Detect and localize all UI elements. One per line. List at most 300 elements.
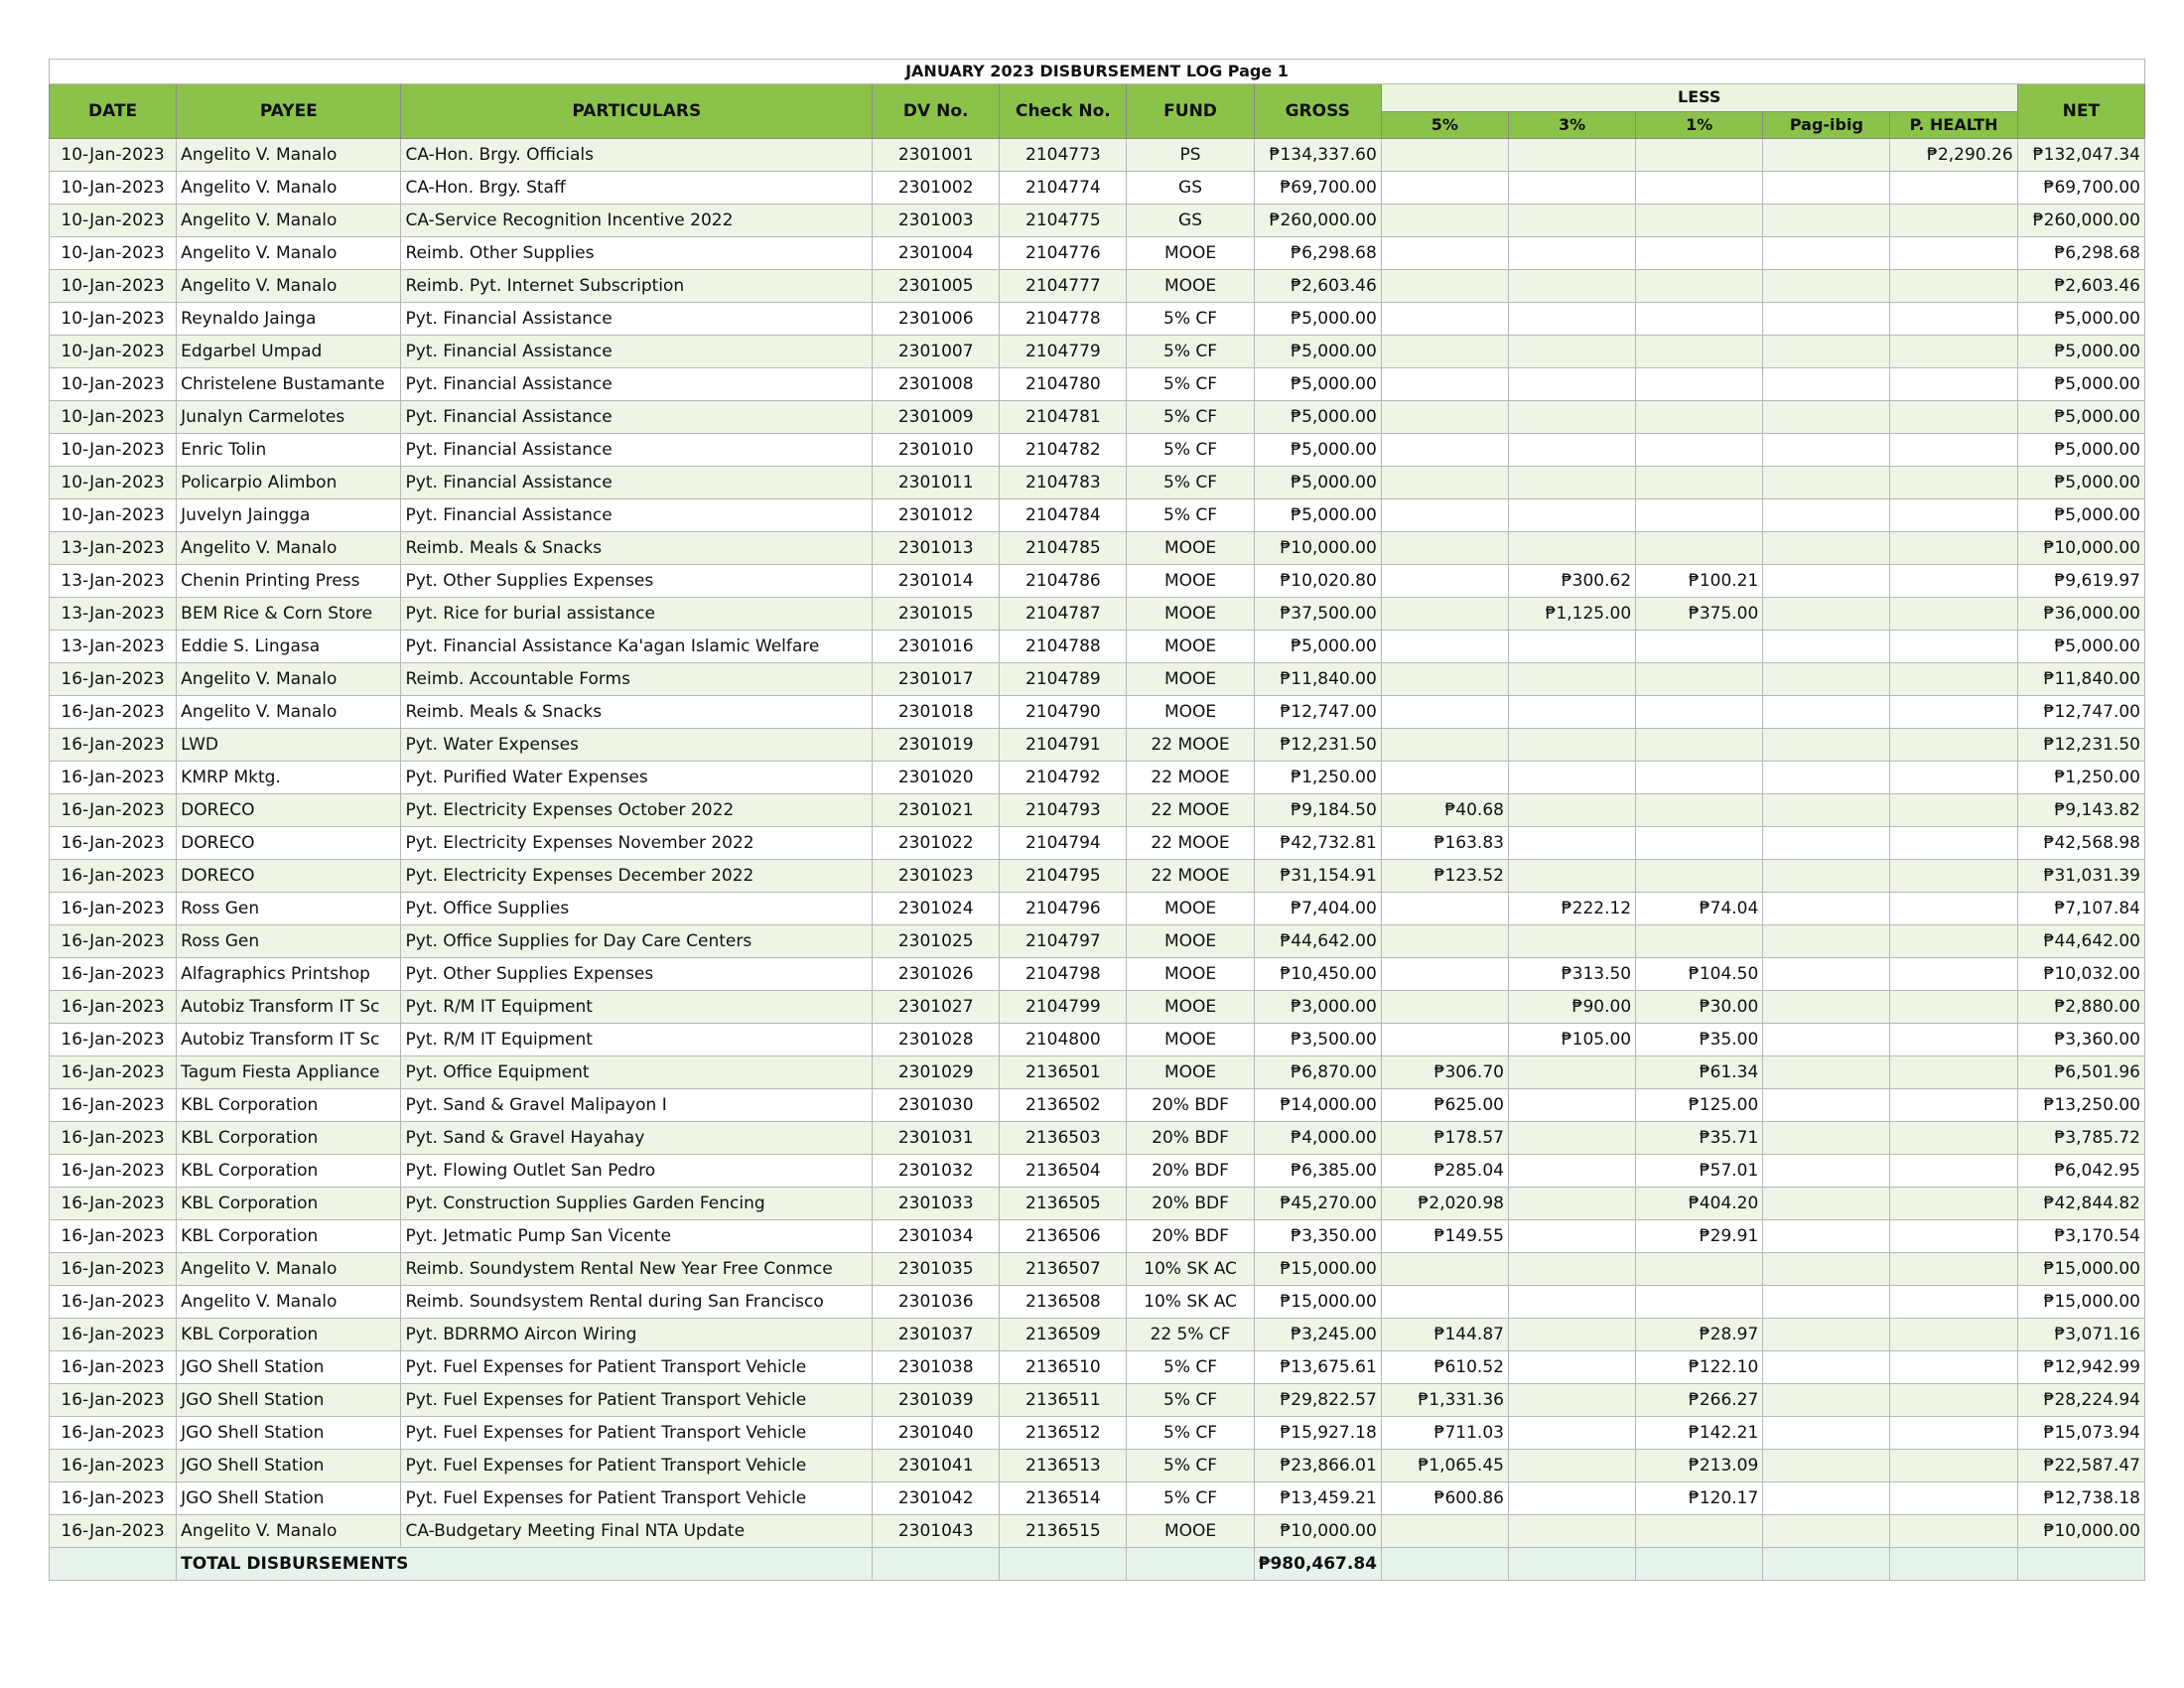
cell-less-3: [1508, 336, 1635, 368]
cell-net: ₱5,000.00: [2017, 368, 2144, 401]
cell-fund: 10% SK AC: [1127, 1253, 1254, 1286]
cell-dv-no: 2301018: [873, 696, 1000, 729]
cell-dv-no: 2301032: [873, 1155, 1000, 1188]
cell-particulars: Pyt. Other Supplies Expenses: [401, 565, 873, 598]
cell-date: 16-Jan-2023: [50, 762, 177, 794]
cell-gross: ₱2,603.46: [1254, 270, 1381, 303]
cell-pagibig: [1763, 1122, 1890, 1155]
cell-payee: Autobiz Transform IT Sc: [177, 1024, 401, 1056]
cell-dv-no: 2301004: [873, 237, 1000, 270]
cell-pagibig: [1763, 1220, 1890, 1253]
cell-particulars: Pyt. Financial Assistance: [401, 499, 873, 532]
cell-date: 10-Jan-2023: [50, 368, 177, 401]
cell-payee: BEM Rice & Corn Store: [177, 598, 401, 631]
header-less-3: 3%: [1508, 111, 1635, 139]
cell-fund: 20% BDF: [1127, 1155, 1254, 1188]
cell-less-5: ₱711.03: [1381, 1417, 1508, 1450]
cell-less-1: [1636, 139, 1763, 172]
cell-phealth: [1890, 467, 2017, 499]
table-row: [50, 729, 2145, 762]
cell-phealth: [1890, 598, 2017, 631]
cell-pagibig: [1763, 1089, 1890, 1122]
cell-gross: ₱44,642.00: [1254, 925, 1381, 958]
cell-less-3: [1508, 762, 1635, 794]
cell-fund: 20% BDF: [1127, 1188, 1254, 1220]
cell-dv-no: 2301029: [873, 1056, 1000, 1089]
cell-fund: MOOE: [1127, 696, 1254, 729]
disbursement-table: [49, 59, 2145, 1581]
cell-particulars: CA-Budgetary Meeting Final NTA Update: [401, 1515, 873, 1548]
cell-check-no: 2104796: [1000, 893, 1127, 925]
cell-particulars: Pyt. Sand & Gravel Hayahay: [401, 1122, 873, 1155]
cell-date: 16-Jan-2023: [50, 1319, 177, 1351]
cell-particulars: Pyt. Financial Assistance: [401, 467, 873, 499]
cell-less-3: [1508, 1220, 1635, 1253]
cell-fund: 22 MOOE: [1127, 860, 1254, 893]
table-row: [50, 434, 2145, 467]
cell-phealth: ₱2,290.26: [1890, 139, 2017, 172]
table-row: [50, 860, 2145, 893]
cell-phealth: [1890, 270, 2017, 303]
cell-less-1: [1636, 172, 1763, 205]
cell-check-no: 2104784: [1000, 499, 1127, 532]
cell-pagibig: [1763, 467, 1890, 499]
cell-less-5: ₱625.00: [1381, 1089, 1508, 1122]
cell-date: 16-Jan-2023: [50, 893, 177, 925]
cell-pagibig: [1763, 1319, 1890, 1351]
cell-check-no: 2104791: [1000, 729, 1127, 762]
cell-dv-no: 2301019: [873, 729, 1000, 762]
cell-gross: ₱134,337.60: [1254, 139, 1381, 172]
total-empty-cell: [2017, 1548, 2144, 1581]
cell-dv-no: 2301020: [873, 762, 1000, 794]
cell-net: ₱3,785.72: [2017, 1122, 2144, 1155]
header-date: DATE: [50, 84, 177, 139]
cell-dv-no: 2301007: [873, 336, 1000, 368]
cell-gross: ₱5,000.00: [1254, 631, 1381, 663]
cell-fund: 5% CF: [1127, 1482, 1254, 1515]
cell-gross: ₱3,350.00: [1254, 1220, 1381, 1253]
cell-pagibig: [1763, 1482, 1890, 1515]
cell-dv-no: 2301033: [873, 1188, 1000, 1220]
cell-payee: Angelito V. Manalo: [177, 237, 401, 270]
cell-payee: Policarpio Alimbon: [177, 467, 401, 499]
cell-payee: JGO Shell Station: [177, 1482, 401, 1515]
cell-gross: ₱10,000.00: [1254, 1515, 1381, 1548]
cell-gross: ₱5,000.00: [1254, 401, 1381, 434]
cell-payee: Eddie S. Lingasa: [177, 631, 401, 663]
header-gross: GROSS: [1254, 84, 1381, 139]
cell-less-1: ₱30.00: [1636, 991, 1763, 1024]
cell-fund: MOOE: [1127, 598, 1254, 631]
cell-net: ₱7,107.84: [2017, 893, 2144, 925]
cell-less-5: [1381, 368, 1508, 401]
cell-date: 16-Jan-2023: [50, 1024, 177, 1056]
cell-payee: Ross Gen: [177, 893, 401, 925]
cell-net: ₱42,568.98: [2017, 827, 2144, 860]
cell-net: ₱5,000.00: [2017, 336, 2144, 368]
cell-less-1: [1636, 663, 1763, 696]
cell-pagibig: [1763, 237, 1890, 270]
cell-net: ₱260,000.00: [2017, 205, 2144, 237]
cell-less-1: ₱61.34: [1636, 1056, 1763, 1089]
cell-particulars: Pyt. Construction Supplies Garden Fencing: [401, 1188, 873, 1220]
cell-pagibig: [1763, 1515, 1890, 1548]
cell-phealth: [1890, 565, 2017, 598]
cell-dv-no: 2301010: [873, 434, 1000, 467]
cell-check-no: 2136505: [1000, 1188, 1127, 1220]
cell-less-5: [1381, 565, 1508, 598]
cell-payee: Chenin Printing Press: [177, 565, 401, 598]
table-row: [50, 1122, 2145, 1155]
cell-particulars: Pyt. Fuel Expenses for Patient Transport Vehicle: [401, 1450, 873, 1482]
table-row: [50, 1089, 2145, 1122]
cell-less-5: [1381, 237, 1508, 270]
cell-less-3: [1508, 1515, 1635, 1548]
cell-dv-no: 2301035: [873, 1253, 1000, 1286]
cell-less-1: [1636, 237, 1763, 270]
table-row: [50, 925, 2145, 958]
cell-fund: MOOE: [1127, 991, 1254, 1024]
cell-less-1: ₱375.00: [1636, 598, 1763, 631]
cell-pagibig: [1763, 794, 1890, 827]
cell-less-3: [1508, 205, 1635, 237]
cell-less-1: ₱28.97: [1636, 1319, 1763, 1351]
cell-dv-no: 2301001: [873, 139, 1000, 172]
cell-date: 10-Jan-2023: [50, 499, 177, 532]
cell-less-5: [1381, 303, 1508, 336]
cell-gross: ₱6,385.00: [1254, 1155, 1381, 1188]
cell-pagibig: [1763, 729, 1890, 762]
table-row: [50, 270, 2145, 303]
total-empty-cell: [1890, 1548, 2017, 1581]
cell-check-no: 2136504: [1000, 1155, 1127, 1188]
cell-gross: ₱10,450.00: [1254, 958, 1381, 991]
table-row: [50, 1351, 2145, 1384]
cell-check-no: 2104775: [1000, 205, 1127, 237]
cell-gross: ₱260,000.00: [1254, 205, 1381, 237]
table-row: [50, 565, 2145, 598]
cell-less-5: [1381, 434, 1508, 467]
table-row: [50, 336, 2145, 368]
cell-net: ₱132,047.34: [2017, 139, 2144, 172]
cell-dv-no: 2301002: [873, 172, 1000, 205]
cell-net: ₱15,000.00: [2017, 1253, 2144, 1286]
cell-less-1: [1636, 401, 1763, 434]
cell-net: ₱12,738.18: [2017, 1482, 2144, 1515]
cell-less-3: [1508, 1450, 1635, 1482]
cell-pagibig: [1763, 1286, 1890, 1319]
cell-particulars: Reimb. Meals & Snacks: [401, 696, 873, 729]
cell-gross: ₱14,000.00: [1254, 1089, 1381, 1122]
cell-payee: Ross Gen: [177, 925, 401, 958]
cell-gross: ₱11,840.00: [1254, 663, 1381, 696]
cell-phealth: [1890, 925, 2017, 958]
cell-fund: MOOE: [1127, 893, 1254, 925]
cell-check-no: 2104799: [1000, 991, 1127, 1024]
cell-fund: MOOE: [1127, 925, 1254, 958]
cell-pagibig: [1763, 1188, 1890, 1220]
cell-net: ₱22,587.47: [2017, 1450, 2144, 1482]
cell-particulars: Pyt. Financial Assistance: [401, 401, 873, 434]
cell-less-1: [1636, 631, 1763, 663]
cell-less-5: ₱1,331.36: [1381, 1384, 1508, 1417]
cell-check-no: 2104794: [1000, 827, 1127, 860]
cell-phealth: [1890, 336, 2017, 368]
cell-dv-no: 2301027: [873, 991, 1000, 1024]
cell-check-no: 2104788: [1000, 631, 1127, 663]
cell-phealth: [1890, 958, 2017, 991]
cell-date: 16-Jan-2023: [50, 1417, 177, 1450]
cell-less-3: ₱90.00: [1508, 991, 1635, 1024]
cell-date: 16-Jan-2023: [50, 794, 177, 827]
header-less: LESS: [1381, 84, 2017, 112]
cell-date: 13-Jan-2023: [50, 532, 177, 565]
cell-fund: 5% CF: [1127, 1450, 1254, 1482]
cell-gross: ₱5,000.00: [1254, 467, 1381, 499]
header-fund: FUND: [1127, 84, 1254, 139]
cell-fund: 20% BDF: [1127, 1089, 1254, 1122]
cell-particulars: CA-Service Recognition Incentive 2022: [401, 205, 873, 237]
cell-date: 16-Jan-2023: [50, 663, 177, 696]
cell-net: ₱69,700.00: [2017, 172, 2144, 205]
cell-dv-no: 2301022: [873, 827, 1000, 860]
cell-particulars: Pyt. Fuel Expenses for Patient Transport Vehicle: [401, 1384, 873, 1417]
cell-less-3: ₱313.50: [1508, 958, 1635, 991]
cell-payee: Junalyn Carmelotes: [177, 401, 401, 434]
cell-particulars: Pyt. Financial Assistance: [401, 434, 873, 467]
total-row: [50, 1548, 2145, 1581]
cell-date: 10-Jan-2023: [50, 237, 177, 270]
cell-less-1: ₱122.10: [1636, 1351, 1763, 1384]
cell-less-3: [1508, 1286, 1635, 1319]
cell-less-5: [1381, 467, 1508, 499]
cell-pagibig: [1763, 925, 1890, 958]
cell-fund: 22 MOOE: [1127, 729, 1254, 762]
cell-payee: DORECO: [177, 794, 401, 827]
cell-less-3: [1508, 270, 1635, 303]
cell-payee: DORECO: [177, 860, 401, 893]
cell-particulars: CA-Hon. Brgy. Officials: [401, 139, 873, 172]
cell-dv-no: 2301039: [873, 1384, 1000, 1417]
cell-phealth: [1890, 1122, 2017, 1155]
cell-fund: 22 MOOE: [1127, 827, 1254, 860]
cell-less-1: ₱213.09: [1636, 1450, 1763, 1482]
cell-less-1: [1636, 336, 1763, 368]
table-row: [50, 762, 2145, 794]
cell-net: ₱2,603.46: [2017, 270, 2144, 303]
cell-less-1: ₱100.21: [1636, 565, 1763, 598]
cell-less-1: [1636, 729, 1763, 762]
cell-date: 16-Jan-2023: [50, 958, 177, 991]
table-row: [50, 303, 2145, 336]
cell-pagibig: [1763, 860, 1890, 893]
cell-date: 16-Jan-2023: [50, 1122, 177, 1155]
cell-dv-no: 2301025: [873, 925, 1000, 958]
cell-gross: ₱23,866.01: [1254, 1450, 1381, 1482]
cell-payee: KBL Corporation: [177, 1089, 401, 1122]
cell-dv-no: 2301006: [873, 303, 1000, 336]
cell-dv-no: 2301008: [873, 368, 1000, 401]
cell-less-5: ₱610.52: [1381, 1351, 1508, 1384]
cell-less-3: [1508, 827, 1635, 860]
cell-fund: 20% BDF: [1127, 1220, 1254, 1253]
cell-less-1: [1636, 205, 1763, 237]
cell-check-no: 2104790: [1000, 696, 1127, 729]
cell-fund: MOOE: [1127, 1056, 1254, 1089]
cell-fund: MOOE: [1127, 631, 1254, 663]
cell-net: ₱6,501.96: [2017, 1056, 2144, 1089]
cell-less-1: [1636, 303, 1763, 336]
cell-check-no: 2104785: [1000, 532, 1127, 565]
cell-less-3: [1508, 1482, 1635, 1515]
cell-fund: 5% CF: [1127, 303, 1254, 336]
cell-payee: JGO Shell Station: [177, 1384, 401, 1417]
cell-less-5: [1381, 729, 1508, 762]
cell-dv-no: 2301011: [873, 467, 1000, 499]
cell-gross: ₱5,000.00: [1254, 336, 1381, 368]
total-empty-cell: [873, 1548, 1000, 1581]
total-empty-cell: [1127, 1548, 1254, 1581]
cell-less-1: [1636, 696, 1763, 729]
cell-less-5: ₱285.04: [1381, 1155, 1508, 1188]
cell-date: 10-Jan-2023: [50, 467, 177, 499]
cell-less-5: [1381, 598, 1508, 631]
cell-date: 16-Jan-2023: [50, 925, 177, 958]
cell-gross: ₱5,000.00: [1254, 499, 1381, 532]
cell-dv-no: 2301040: [873, 1417, 1000, 1450]
cell-less-5: ₱1,065.45: [1381, 1450, 1508, 1482]
cell-gross: ₱12,231.50: [1254, 729, 1381, 762]
cell-pagibig: [1763, 336, 1890, 368]
cell-payee: KMRP Mktg.: [177, 762, 401, 794]
cell-phealth: [1890, 1056, 2017, 1089]
cell-payee: DORECO: [177, 827, 401, 860]
cell-less-5: [1381, 631, 1508, 663]
cell-fund: 5% CF: [1127, 336, 1254, 368]
cell-net: ₱3,360.00: [2017, 1024, 2144, 1056]
cell-pagibig: [1763, 991, 1890, 1024]
total-empty-cell: [50, 1548, 177, 1581]
cell-date: 16-Jan-2023: [50, 1188, 177, 1220]
cell-gross: ₱5,000.00: [1254, 434, 1381, 467]
cell-date: 13-Jan-2023: [50, 565, 177, 598]
cell-payee: Angelito V. Manalo: [177, 1286, 401, 1319]
cell-check-no: 2104797: [1000, 925, 1127, 958]
cell-less-5: ₱600.86: [1381, 1482, 1508, 1515]
cell-less-1: ₱104.50: [1636, 958, 1763, 991]
cell-pagibig: [1763, 958, 1890, 991]
cell-phealth: [1890, 1351, 2017, 1384]
table-row: [50, 499, 2145, 532]
cell-dv-no: 2301009: [873, 401, 1000, 434]
cell-fund: 5% CF: [1127, 1417, 1254, 1450]
table-row: [50, 532, 2145, 565]
cell-less-3: [1508, 532, 1635, 565]
cell-pagibig: [1763, 532, 1890, 565]
cell-check-no: 2104783: [1000, 467, 1127, 499]
cell-less-5: ₱2,020.98: [1381, 1188, 1508, 1220]
cell-particulars: Pyt. Office Equipment: [401, 1056, 873, 1089]
cell-gross: ₱4,000.00: [1254, 1122, 1381, 1155]
cell-less-5: ₱163.83: [1381, 827, 1508, 860]
cell-fund: MOOE: [1127, 663, 1254, 696]
cell-less-1: ₱120.17: [1636, 1482, 1763, 1515]
total-empty-cell: [1763, 1548, 1890, 1581]
cell-particulars: Pyt. Water Expenses: [401, 729, 873, 762]
cell-less-3: [1508, 401, 1635, 434]
cell-date: 16-Jan-2023: [50, 1089, 177, 1122]
cell-dv-no: 2301030: [873, 1089, 1000, 1122]
cell-phealth: [1890, 1515, 2017, 1548]
cell-less-1: ₱125.00: [1636, 1089, 1763, 1122]
cell-less-3: [1508, 925, 1635, 958]
table-row: [50, 1056, 2145, 1089]
cell-fund: 5% CF: [1127, 1384, 1254, 1417]
cell-gross: ₱42,732.81: [1254, 827, 1381, 860]
cell-check-no: 2136508: [1000, 1286, 1127, 1319]
table-row: [50, 663, 2145, 696]
cell-less-1: ₱35.00: [1636, 1024, 1763, 1056]
cell-phealth: [1890, 1188, 2017, 1220]
cell-particulars: Pyt. Electricity Expenses October 2022: [401, 794, 873, 827]
cell-fund: 5% CF: [1127, 499, 1254, 532]
cell-phealth: [1890, 827, 2017, 860]
cell-payee: KBL Corporation: [177, 1155, 401, 1188]
cell-date: 16-Jan-2023: [50, 1450, 177, 1482]
cell-dv-no: 2301034: [873, 1220, 1000, 1253]
cell-fund: MOOE: [1127, 237, 1254, 270]
cell-phealth: [1890, 991, 2017, 1024]
cell-pagibig: [1763, 1253, 1890, 1286]
cell-dv-no: 2301036: [873, 1286, 1000, 1319]
cell-less-3: [1508, 237, 1635, 270]
cell-check-no: 2136506: [1000, 1220, 1127, 1253]
cell-phealth: [1890, 1253, 2017, 1286]
cell-pagibig: [1763, 893, 1890, 925]
cell-pagibig: [1763, 434, 1890, 467]
cell-pagibig: [1763, 631, 1890, 663]
cell-payee: LWD: [177, 729, 401, 762]
cell-gross: ₱15,000.00: [1254, 1286, 1381, 1319]
cell-less-5: [1381, 401, 1508, 434]
cell-phealth: [1890, 237, 2017, 270]
cell-less-1: [1636, 860, 1763, 893]
cell-check-no: 2104778: [1000, 303, 1127, 336]
cell-fund: MOOE: [1127, 1515, 1254, 1548]
cell-check-no: 2136513: [1000, 1450, 1127, 1482]
cell-less-1: [1636, 499, 1763, 532]
cell-phealth: [1890, 762, 2017, 794]
cell-less-3: [1508, 696, 1635, 729]
cell-less-1: ₱29.91: [1636, 1220, 1763, 1253]
cell-dv-no: 2301026: [873, 958, 1000, 991]
cell-gross: ₱6,298.68: [1254, 237, 1381, 270]
cell-net: ₱10,000.00: [2017, 532, 2144, 565]
cell-payee: Reynaldo Jainga: [177, 303, 401, 336]
cell-pagibig: [1763, 827, 1890, 860]
cell-pagibig: [1763, 1384, 1890, 1417]
cell-less-5: ₱178.57: [1381, 1122, 1508, 1155]
cell-check-no: 2104773: [1000, 139, 1127, 172]
header-less-1: 1%: [1636, 111, 1763, 139]
cell-net: ₱5,000.00: [2017, 303, 2144, 336]
table-row: [50, 1253, 2145, 1286]
cell-gross: ₱37,500.00: [1254, 598, 1381, 631]
cell-net: ₱12,747.00: [2017, 696, 2144, 729]
table-row: [50, 368, 2145, 401]
cell-dv-no: 2301042: [873, 1482, 1000, 1515]
